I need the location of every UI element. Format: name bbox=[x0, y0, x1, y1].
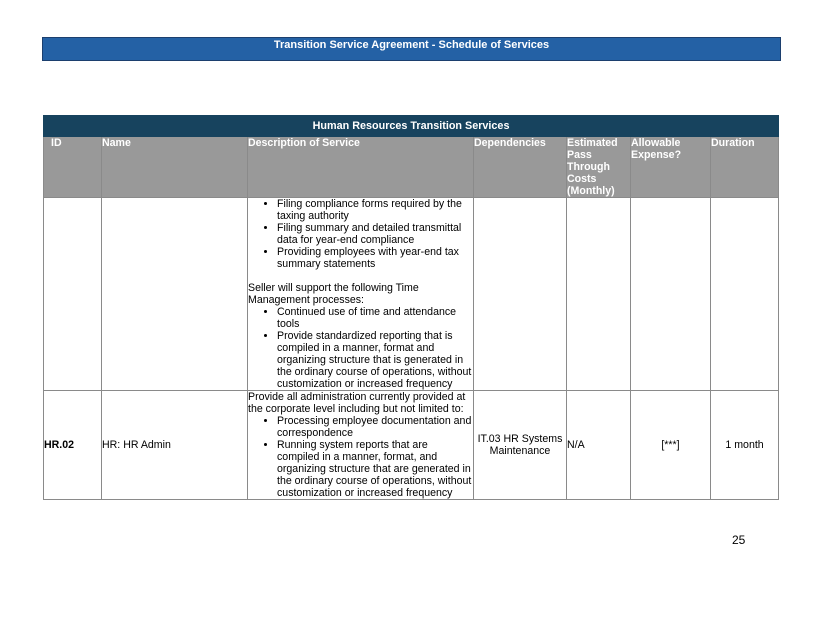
table-row bbox=[44, 198, 779, 391]
list-item: • Processing employee documentation and correspondence bbox=[277, 415, 473, 439]
column-header-dependencies: Dependencies bbox=[474, 137, 567, 198]
dependencies-cell bbox=[474, 198, 567, 391]
column-header-pass-through-costs: Estimated Pass Through Costs (Monthly) bbox=[567, 137, 631, 198]
description-cell bbox=[248, 391, 474, 500]
bullet-list bbox=[248, 415, 473, 499]
column-header-duration: Duration bbox=[711, 137, 779, 198]
allowable-cell bbox=[631, 198, 711, 391]
list-item: • Continued use of time and attendance tools bbox=[277, 306, 473, 330]
column-header-id: ID bbox=[44, 137, 102, 198]
name-cell bbox=[102, 198, 248, 391]
page-title: Transition Service Agreement - Schedule of Services bbox=[273, 39, 550, 51]
list-item: • Running system reports that are compiled in a manner, format, and organizing structure that are generated in the ordinary course of operations, without customization or increased frequency bbox=[277, 439, 473, 499]
page-number: 25 bbox=[732, 533, 746, 547]
description-cell bbox=[248, 198, 474, 391]
list-item: • Providing employees with year-end tax summary statements bbox=[277, 246, 473, 270]
row-duration: 1 month bbox=[711, 391, 779, 500]
column-header-description: Description of Service bbox=[248, 137, 474, 198]
column-header-allowable-expense: Allowable Expense? bbox=[631, 137, 711, 198]
row-id: HR.02 bbox=[44, 391, 102, 500]
services-table bbox=[43, 115, 779, 500]
duration-cell bbox=[711, 198, 779, 391]
list-item: • Filing compliance forms required by the taxing authority bbox=[277, 198, 473, 222]
page-title-bar bbox=[42, 37, 781, 61]
pass-through-cell bbox=[567, 198, 631, 391]
row-allowable-expense: [***] bbox=[631, 391, 711, 500]
section-title: Human Resources Transition Services bbox=[44, 116, 779, 137]
bullet-list bbox=[248, 198, 473, 270]
column-header-name: Name bbox=[102, 137, 248, 198]
id-cell bbox=[44, 198, 102, 391]
description-intro: Provide all administration currently provided at the corporate level including but not limited to: bbox=[248, 391, 466, 415]
description-paragraph: Seller will support the following Time Management processes: bbox=[248, 282, 419, 306]
table-row bbox=[44, 391, 779, 500]
list-item: • Provide standardized reporting that is compiled in a manner, format and organizing structure that is generated in the ordinary course of operations, without customization or increased frequency bbox=[277, 330, 473, 390]
row-name: HR: HR Admin bbox=[102, 391, 248, 500]
row-dependencies: IT.03 HR Systems Maintenance bbox=[474, 391, 567, 500]
bullet-list bbox=[248, 306, 473, 390]
list-item: • Filing summary and detailed transmittal data for year-end compliance bbox=[277, 222, 473, 246]
row-pass-through: N/A bbox=[567, 391, 631, 500]
